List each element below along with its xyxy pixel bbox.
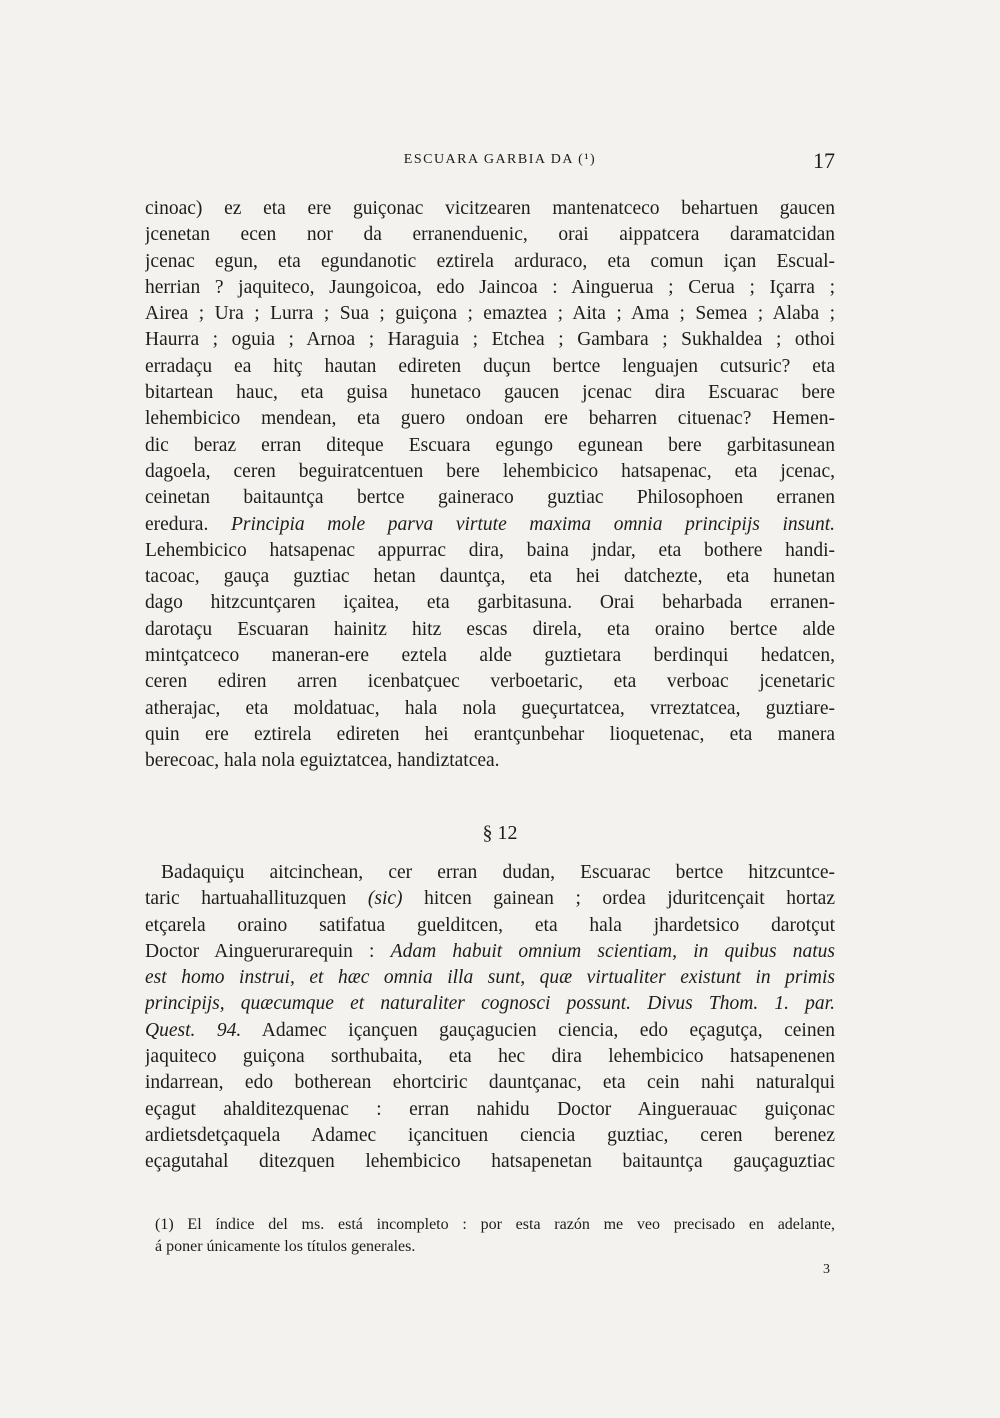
running-title: ESCUARA GARBIA DA (¹) xyxy=(403,152,597,167)
text-line: mintçatceco maneran-ere eztela alde guztietara berdinqui hedatcen, xyxy=(145,645,835,667)
text-line: indarrean, edo botherean ehortciric dauntçanac, eta cein nahi naturalqui xyxy=(145,1072,835,1094)
text-line: Haurra ; oguia ; Arnoa ; Haraguia ; Etchea ; Gambara ; Sukhaldea ; othoi xyxy=(145,329,835,351)
text-line-with-quote xyxy=(145,512,835,538)
text-run: taric hartuahallituzquen xyxy=(145,888,368,910)
footnote-line: á poner únicamente los títulos generales. xyxy=(155,1238,416,1255)
text-line: ceren ediren arren icenbatçuec verboetaric, eta verboac jcenetaric xyxy=(145,671,835,693)
footnote xyxy=(155,1214,835,1258)
text-line: atherajac, eta moldatuac, hala nola gueçurtatcea, vrreztatcea, guztiare- xyxy=(145,697,835,719)
text-line xyxy=(145,991,835,1017)
signature-mark: 3 xyxy=(823,1262,830,1277)
paragraph-continued xyxy=(145,196,835,775)
text-run: Doctor Ainguerurarequin : xyxy=(145,940,391,962)
text-line: Lehembicico hatsapenac appurrac dira, baina jndar, eta bothere handi- xyxy=(145,539,835,561)
text-line: eçagut ahalditezquenac : erran nahidu Doctor Ainguerauac guiçonac xyxy=(145,1098,835,1120)
text-line: bitartean hauc, eta guisa hunetaco gaucen jcenac dira Escuarac bere xyxy=(145,382,835,404)
text-line: herrian ? jaquiteco, Jaungoicoa, edo Jaincoa : Ainguerua ; Cerua ; Içarra ; xyxy=(145,276,835,298)
text-line: dago hitzcuntçaren içaitea, eta garbitasuna. Orai beharbada erranen- xyxy=(145,592,835,614)
text-line: Airea ; Ura ; Lurra ; Sua ; guiçona ; emaztea ; Aita ; Ama ; Semea ; Alaba ; xyxy=(145,303,835,325)
text-line xyxy=(145,1018,835,1044)
text-line xyxy=(145,886,835,912)
text-line: jaquiteco guiçona sorthubaita, eta hec dira lehembicico hatsapenenen xyxy=(145,1046,835,1068)
running-head xyxy=(0,148,1000,176)
text-line: dagoela, ceren beguiratcentuen bere lehembicico hatsapenac, eta jcenac, xyxy=(145,460,835,482)
italic-run: est homo instrui, et hæc omnia illa sunt, quæ virtualiter existunt in primis xyxy=(145,967,835,989)
italic-run: Adam habuit omnium scientiam, in quibus natus xyxy=(390,940,835,962)
text-line xyxy=(145,965,835,991)
italic-run: principijs, quæcumque et naturaliter cognosci possunt. Divus Thom. 1. par. xyxy=(145,993,835,1015)
text-line: ceinetan baitauntça bertce gaineraco guztiac Philosophoen erranen xyxy=(145,487,835,509)
text-line: darotaçu Escuaran hainitz hitz escas direla, eta oraino bertce alde xyxy=(145,618,835,640)
text-line: lehembicico mendean, eta guero ondoan ere beharren cituenac? Hemen- xyxy=(145,408,835,430)
text-run: hitcen gainean ; ordea jduritcençait hortaz xyxy=(402,888,835,910)
text-line: berecoac, hala nola eguiztatcea, handiztatcea. xyxy=(145,750,500,772)
line-prefix: eredura. xyxy=(145,513,231,535)
text-line: Badaquiçu aitcinchean, cer erran dudan, Escuarac bertce hitzcuntce- xyxy=(161,862,835,883)
text-line: jcenac egun, eta egundanotic eztirela arduraco, eta comun içan Escual- xyxy=(145,250,835,272)
text-line: etçarela oraino satifatua guelditcen, eta hala jhardetsico darotçut xyxy=(145,914,835,936)
text-line: dic beraz erran diteque Escuara egungo egunean bere garbitasunean xyxy=(145,434,835,456)
text-line: tacoac, gauça guztiac hetan dauntça, eta hei datchezte, eta hunetan xyxy=(145,566,835,588)
text-line: ardietsdetçaquela Adamec içancituen ciencia guztiac, ceren berenez xyxy=(145,1124,835,1146)
italic-run: Quest. 94. xyxy=(145,1019,242,1041)
paragraph xyxy=(145,860,835,1176)
italic-run: (sic) xyxy=(367,888,403,910)
text-line: jcenetan ecen nor da erranenduenic, orai aippatcera daramatcidan xyxy=(145,224,835,246)
footnote-line: (1) El índice del ms. está incompleto : por esta razón me veo precisado en adelante, xyxy=(155,1216,835,1233)
text-line xyxy=(145,939,835,965)
text-line: quin ere eztirela edireten hei erantçunbehar lioquetenac, eta manera xyxy=(145,723,835,745)
section-heading: § 12 xyxy=(482,822,518,844)
page-number: 17 xyxy=(813,148,835,173)
latin-quote: Principia mole parva virtute maxima omnia principijs insunt. xyxy=(230,513,835,535)
text-run: Adamec içançuen gauçagucien ciencia, edo eçagutça, ceinen xyxy=(241,1019,835,1041)
text-line: eçagutahal ditezquen lehembicico hatsapenetan baitauntça gauçaguztiac xyxy=(145,1151,835,1173)
text-line: cinoac) ez eta ere guiçonac vicitzearen mantenatceco behartuen gaucen xyxy=(145,198,835,219)
text-line: erradaçu ea hitç hautan edireten duçun bertce lenguajen cutsuric? eta xyxy=(145,355,835,377)
